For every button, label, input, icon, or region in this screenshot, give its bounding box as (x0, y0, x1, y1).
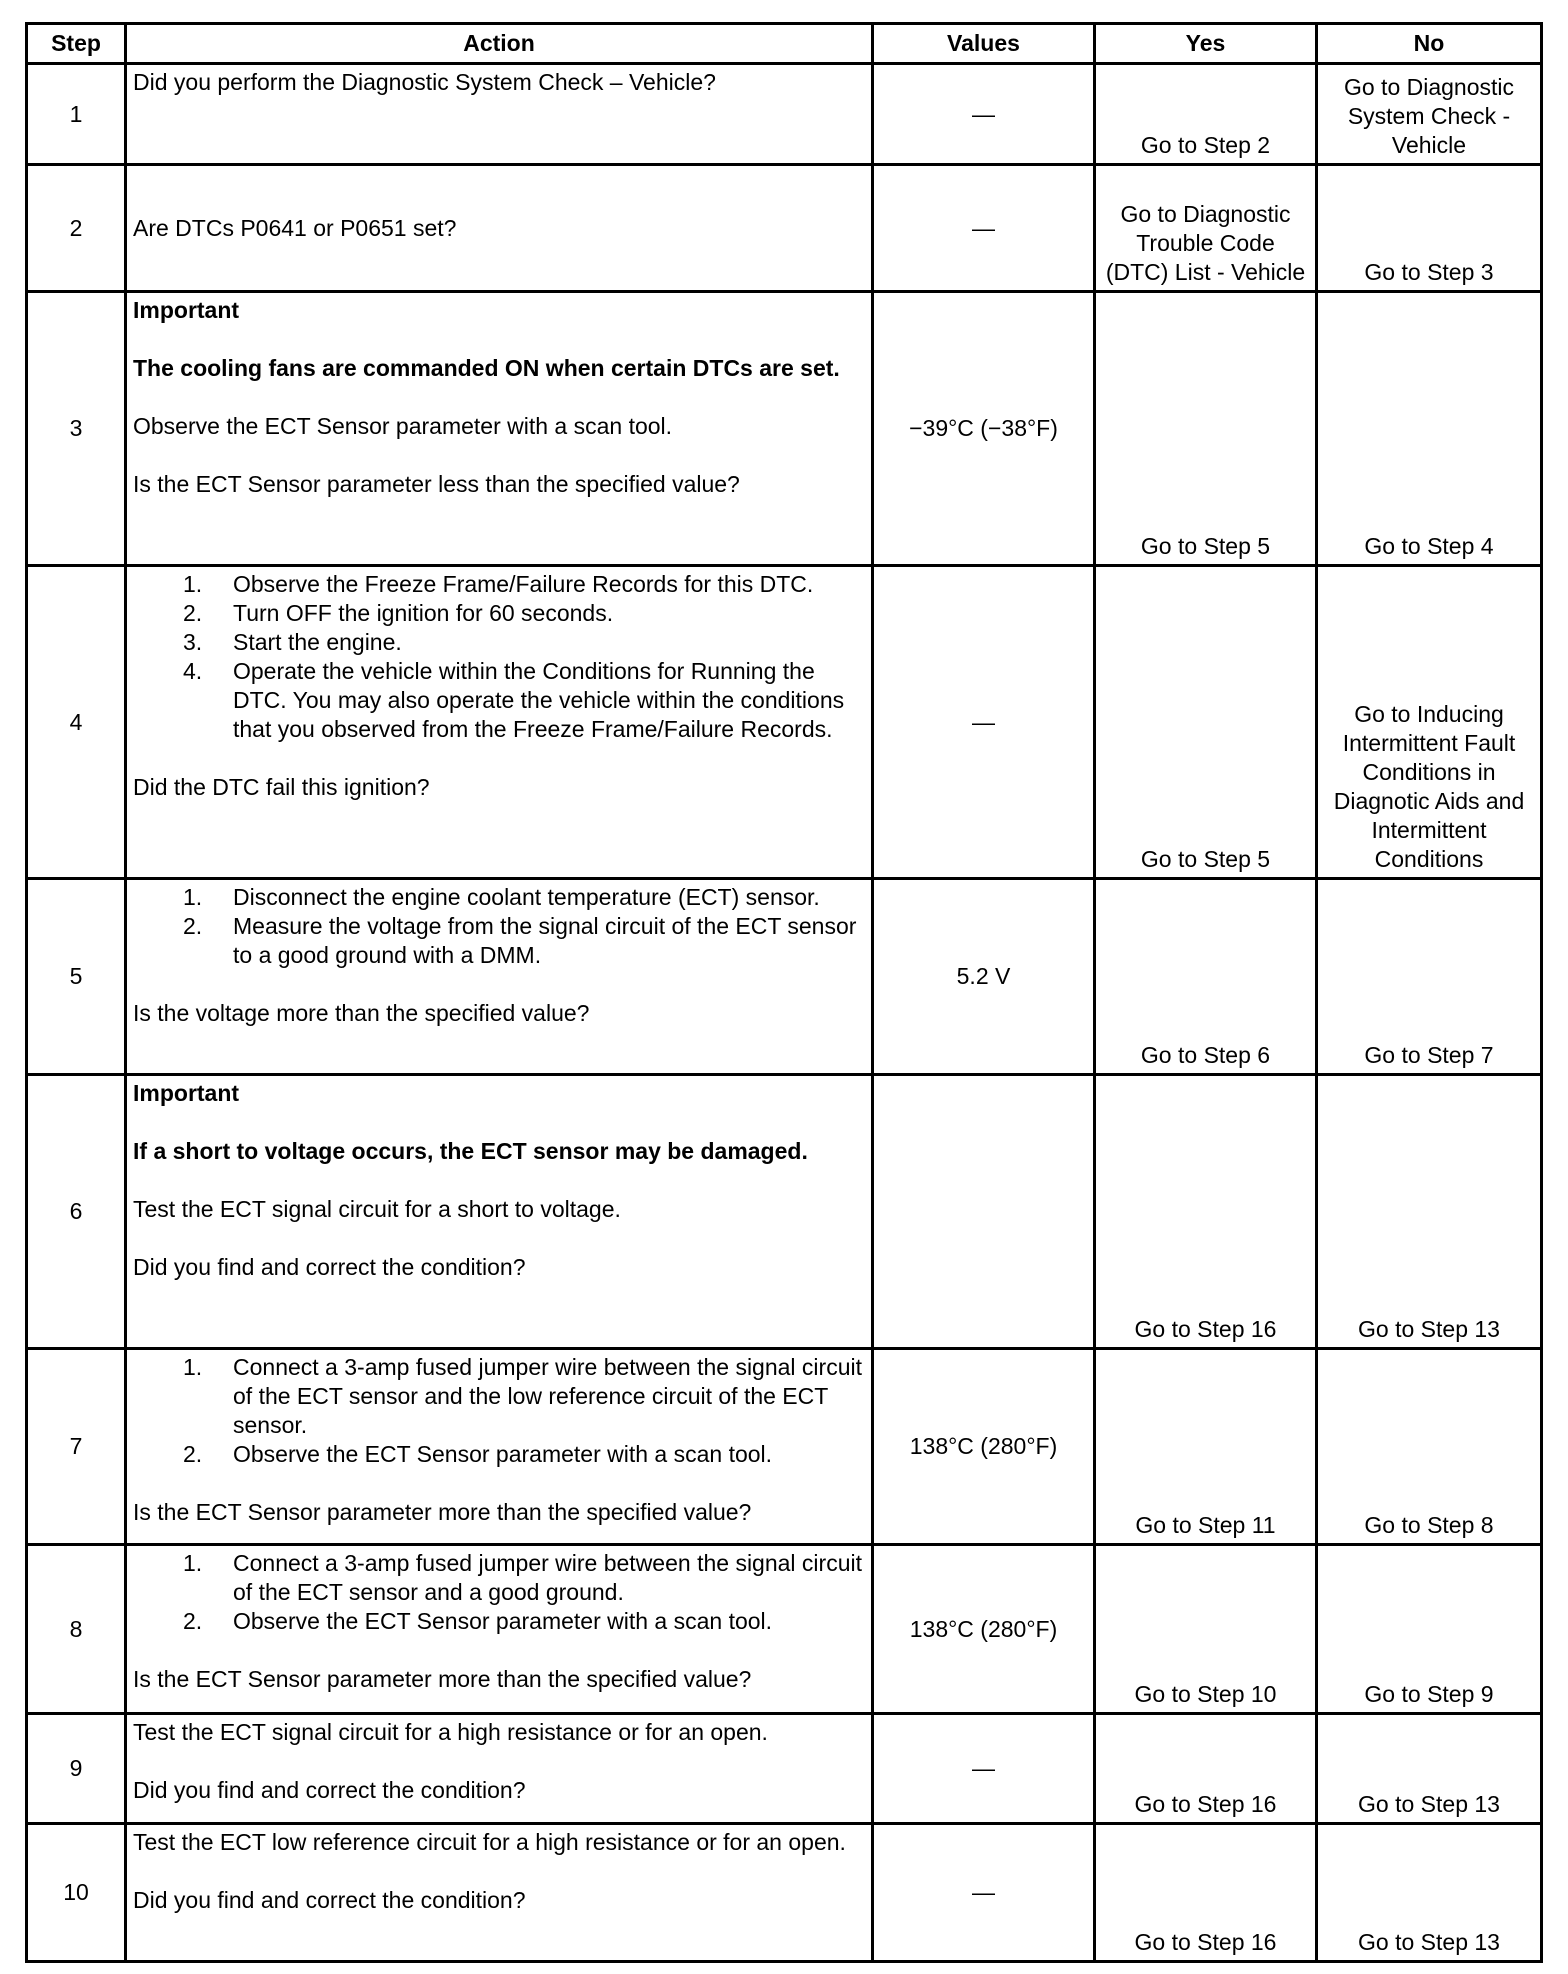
question-text: Is the ECT Sensor parameter less than the specified value? (133, 471, 740, 497)
question-text: Did you find and correct the condition? (133, 1887, 526, 1913)
no-cell: Go to Step 7 (1317, 879, 1542, 1075)
important-text: The cooling fans are commanded ON when certain DTCs are set. (133, 355, 840, 381)
question-text: Did you perform the Diagnostic System Check – Vehicle? (133, 69, 716, 95)
yes-cell: Go to Step 5 (1095, 292, 1317, 566)
question-text: Did you find and correct the condition? (133, 1777, 526, 1803)
important-label: Important (133, 1080, 240, 1106)
yes-cell: Go to Diagnostic Trouble Code (DTC) List - Vehicle (1095, 165, 1317, 292)
list-item: 2. Measure the voltage from the signal circuit of the ECT sensor to a good ground with a DMM. (183, 913, 857, 968)
list-item: 1. Observe the Freeze Frame/Failure Records for this DTC. (183, 571, 814, 597)
table-row (27, 566, 1542, 879)
step-number: 10 (27, 1824, 126, 1962)
yes-cell: Go to Step 10 (1095, 1545, 1317, 1714)
header-step: Step (27, 24, 126, 64)
step-number: 6 (27, 1075, 126, 1349)
list-item: 2. Observe the ECT Sensor parameter with a scan tool. (183, 1441, 773, 1467)
table-row (27, 879, 1542, 1075)
instruction-text: Test the ECT signal circuit for a short to voltage. (133, 1196, 621, 1222)
value-cell: — (873, 64, 1095, 165)
header-values: Values (873, 24, 1095, 64)
no-cell: Go to Step 9 (1317, 1545, 1542, 1714)
list-item: 3. Start the engine. (183, 629, 402, 655)
list-item: 2. Turn OFF the ignition for 60 seconds. (183, 600, 614, 626)
table-row (27, 1349, 1542, 1545)
action-cell (126, 1824, 873, 1962)
no-cell: Go to Step 13 (1317, 1714, 1542, 1824)
table-row (27, 165, 1542, 292)
no-cell: Go to Step 8 (1317, 1349, 1542, 1545)
step-number: 3 (27, 292, 126, 566)
value-cell: 5.2 V (873, 879, 1095, 1075)
list-item: 1. Connect a 3-amp fused jumper wire between the signal circuit of the ECT sensor and a good ground. (183, 1550, 862, 1605)
value-cell: 138°C (280°F) (873, 1349, 1095, 1545)
action-cell (126, 566, 873, 879)
value-cell: — (873, 165, 1095, 292)
procedure-list (133, 570, 865, 744)
step-number: 7 (27, 1349, 126, 1545)
header-action: Action (126, 24, 873, 64)
instruction-text: Test the ECT low reference circuit for a high resistance or for an open. (133, 1829, 846, 1855)
table-row (27, 64, 1542, 165)
yes-cell: Go to Step 6 (1095, 879, 1317, 1075)
value-cell: — (873, 1824, 1095, 1962)
procedure-list (133, 1549, 865, 1636)
action-cell (126, 1545, 873, 1714)
table-row (27, 292, 1542, 566)
table-row (27, 1824, 1542, 1962)
header-yes: Yes (1095, 24, 1317, 64)
list-item: 1. Disconnect the engine coolant temperature (ECT) sensor. (183, 884, 820, 910)
value-cell: 138°C (280°F) (873, 1545, 1095, 1714)
procedure-list (133, 883, 865, 970)
action-cell (126, 1349, 873, 1545)
value-cell: — (873, 1714, 1095, 1824)
no-cell: Go to Step 4 (1317, 292, 1542, 566)
yes-cell: Go to Step 5 (1095, 566, 1317, 879)
action-cell (126, 879, 873, 1075)
question-text: Is the ECT Sensor parameter more than the specified value? (133, 1666, 752, 1692)
no-cell: Go to Inducing Intermittent Fault Conditions in Diagnotic Aids and Intermittent Conditions (1317, 566, 1542, 879)
table-row (27, 1075, 1542, 1349)
important-label: Important (133, 297, 240, 323)
yes-cell: Go to Step 16 (1095, 1075, 1317, 1349)
question-text: Are DTCs P0641 or P0651 set? (133, 214, 457, 241)
list-item: 2. Observe the ECT Sensor parameter with a scan tool. (183, 1608, 773, 1634)
question-text: Did you find and correct the condition? (133, 1254, 526, 1280)
no-cell: Go to Step 3 (1317, 165, 1542, 292)
step-number: 4 (27, 566, 126, 879)
table-row (27, 1545, 1542, 1714)
header-no: No (1317, 24, 1542, 64)
step-number: 8 (27, 1545, 126, 1714)
question-text: Is the ECT Sensor parameter more than the specified value? (133, 1499, 752, 1525)
important-text: If a short to voltage occurs, the ECT sensor may be damaged. (133, 1138, 808, 1164)
yes-cell: Go to Step 11 (1095, 1349, 1317, 1545)
instruction-text: Observe the ECT Sensor parameter with a scan tool. (133, 413, 673, 439)
value-cell (873, 1075, 1095, 1349)
value-cell: −39°C (−38°F) (873, 292, 1095, 566)
diagnostic-table (25, 22, 1543, 1963)
action-cell (126, 1714, 873, 1824)
yes-cell: Go to Step 16 (1095, 1714, 1317, 1824)
no-cell: Go to Diagnostic System Check - Vehicle (1317, 64, 1542, 165)
step-number: 2 (27, 165, 126, 292)
step-number: 9 (27, 1714, 126, 1824)
step-number: 1 (27, 64, 126, 165)
yes-cell: Go to Step 16 (1095, 1824, 1317, 1962)
value-cell: — (873, 566, 1095, 879)
procedure-list (133, 1353, 865, 1469)
yes-cell: Go to Step 2 (1095, 64, 1317, 165)
question-text: Did the DTC fail this ignition? (133, 774, 430, 800)
action-cell (126, 1075, 873, 1349)
no-cell: Go to Step 13 (1317, 1075, 1542, 1349)
action-cell (126, 165, 873, 292)
list-item: 4. Operate the vehicle within the Conditions for Running the DTC. You may also operate the vehicle within the conditions that you observed from the Freeze Frame/Failure Records. (183, 658, 845, 742)
header-row (27, 24, 1542, 64)
no-cell: Go to Step 13 (1317, 1824, 1542, 1962)
question-text: Is the voltage more than the specified value? (133, 1000, 590, 1026)
instruction-text: Test the ECT signal circuit for a high resistance or for an open. (133, 1719, 768, 1745)
action-cell (126, 292, 873, 566)
list-item: 1. Connect a 3-amp fused jumper wire between the signal circuit of the ECT sensor and the low reference circuit of the ECT sensor. (183, 1354, 862, 1438)
action-cell (126, 64, 873, 165)
table-row (27, 1714, 1542, 1824)
step-number: 5 (27, 879, 126, 1075)
